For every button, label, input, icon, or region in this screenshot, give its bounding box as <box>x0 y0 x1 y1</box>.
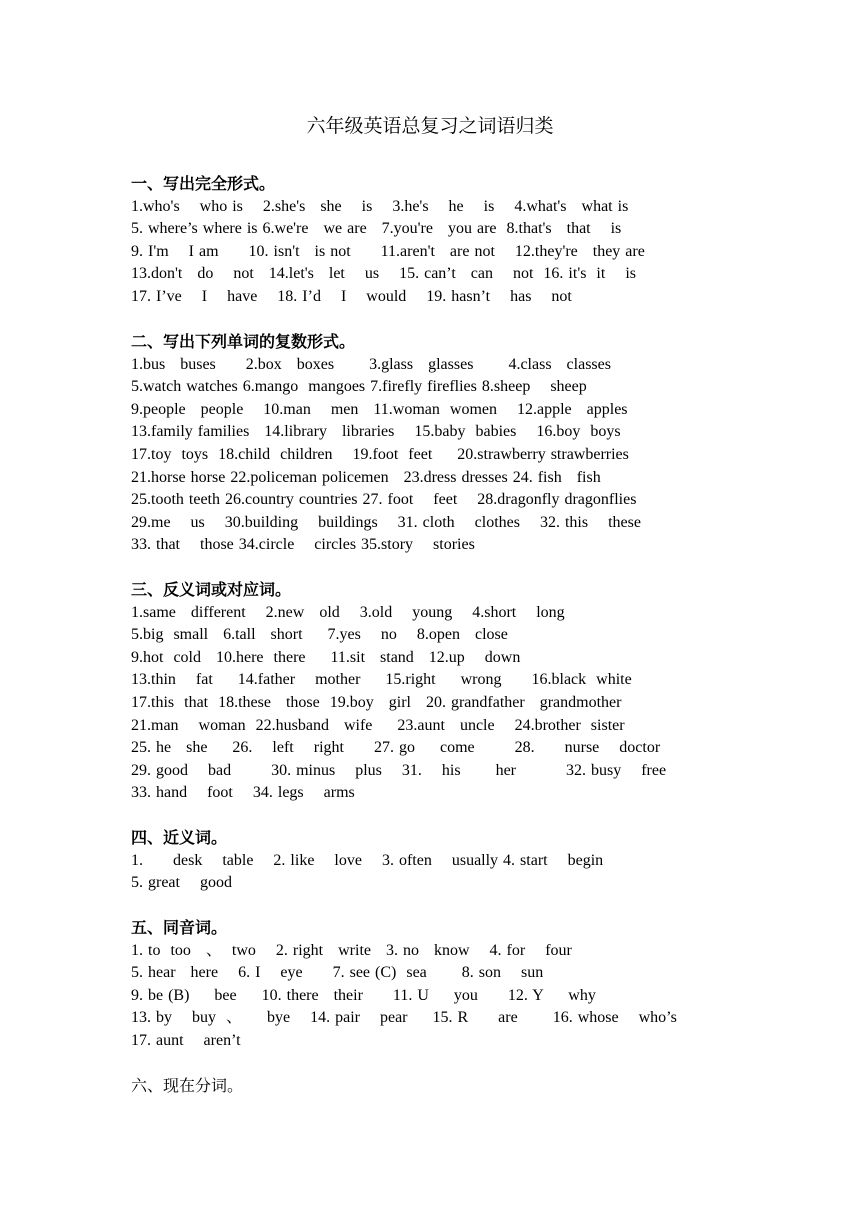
text-line: 17.toy toys 18.child children 19.foot feet 20.strawberry strawberries <box>131 445 629 463</box>
text-line: 13.don't do not 14.let's let us 15. can’t can not 16. it's it is <box>131 265 636 283</box>
section-heading: 三、反义词或对应词。 <box>131 580 292 599</box>
text-line: 9. be (B) bee 10. there their 11. U you 12. Y why <box>131 986 596 1004</box>
section-heading: 二、写出下列单词的复数形式。 <box>131 332 356 351</box>
text-line: 1. to too 、 two 2. right write 3. no know 4. for four <box>131 941 572 959</box>
text-line: 13.thin fat 14.father mother 15.right wrong 16.black white <box>131 671 632 689</box>
section-plural-forms <box>131 331 831 557</box>
text-line: 5. great good <box>131 874 232 892</box>
text-line: 33. that those 34.circle circles 35.story stories <box>131 536 475 554</box>
section-synonyms <box>131 827 831 895</box>
section-present-participles <box>131 1075 831 1098</box>
section-antonyms <box>131 579 831 805</box>
text-line: 17.this that 18.these those 19.boy girl 20. grandfather grandmother <box>131 693 622 711</box>
text-line: 13.family families 14.library libraries 15.baby babies 16.boy boys <box>131 423 621 441</box>
text-line: 1.who's who is 2.she's she is 3.he's he is 4.what's what is <box>131 197 629 215</box>
text-line: 25. he she 26. left right 27. go come 28. nurse doctor <box>131 739 661 757</box>
section-full-forms <box>131 173 831 309</box>
text-line: 1.same different 2.new old 3.old young 4.short long <box>131 603 565 621</box>
text-line: 25.tooth teeth 26.country countries 27. foot feet 28.dragonfly dragonflies <box>131 491 637 509</box>
text-line: 9. I'm I am 10. isn't is not 11.aren't are not 12.they're they are <box>131 242 645 260</box>
text-line: 1.bus buses 2.box boxes 3.glass glasses 4.class classes <box>131 355 611 373</box>
text-line: 9.hot cold 10.here there 11.sit stand 12.up down <box>131 648 521 666</box>
text-line: 1. desk table 2. like love 3. often usually 4. start begin <box>131 851 604 869</box>
text-line: 5.big small 6.tall short 7.yes no 8.open close <box>131 626 508 644</box>
text-line: 5. hear here 6. I eye 7. see (C) sea 8. son sun <box>131 964 544 982</box>
text-line: 29. good bad 30. minus plus 31. his her 32. busy free <box>131 761 667 779</box>
section-heading: 五、同音词。 <box>131 918 228 937</box>
section-heading: 六、现在分词。 <box>131 1076 244 1095</box>
section-heading: 四、近义词。 <box>131 828 228 847</box>
text-line: 17. I’ve I have 18. I’d I would 19. hasn’t has not <box>131 287 572 305</box>
section-heading: 一、写出完全形式。 <box>131 174 276 193</box>
text-line: 33. hand foot 34. legs arms <box>131 784 355 802</box>
page-title: 六年级英语总复习之词语归类 <box>306 116 554 137</box>
text-line: 9.people people 10.man men 11.woman women 12.apple apples <box>131 400 628 418</box>
text-line: 5. where’s where is 6.we're we are 7.you're you are 8.that's that is <box>131 220 622 238</box>
text-line: 17. aunt aren’t <box>131 1031 241 1049</box>
text-line: 13. by buy 、 bye 14. pair pear 15. R are 16. whose who’s <box>131 1009 677 1027</box>
text-line: 29.me us 30.building buildings 31. cloth clothes 32. this these <box>131 513 641 531</box>
text-line: 21.horse horse 22.policeman policemen 23.dress dresses 24. fish fish <box>131 468 601 486</box>
text-line: 21.man woman 22.husband wife 23.aunt uncle 24.brother sister <box>131 716 625 734</box>
text-line: 5.watch watches 6.mango mangoes 7.firefly fireflies 8.sheep sheep <box>131 378 587 396</box>
section-homophones <box>131 917 831 1053</box>
